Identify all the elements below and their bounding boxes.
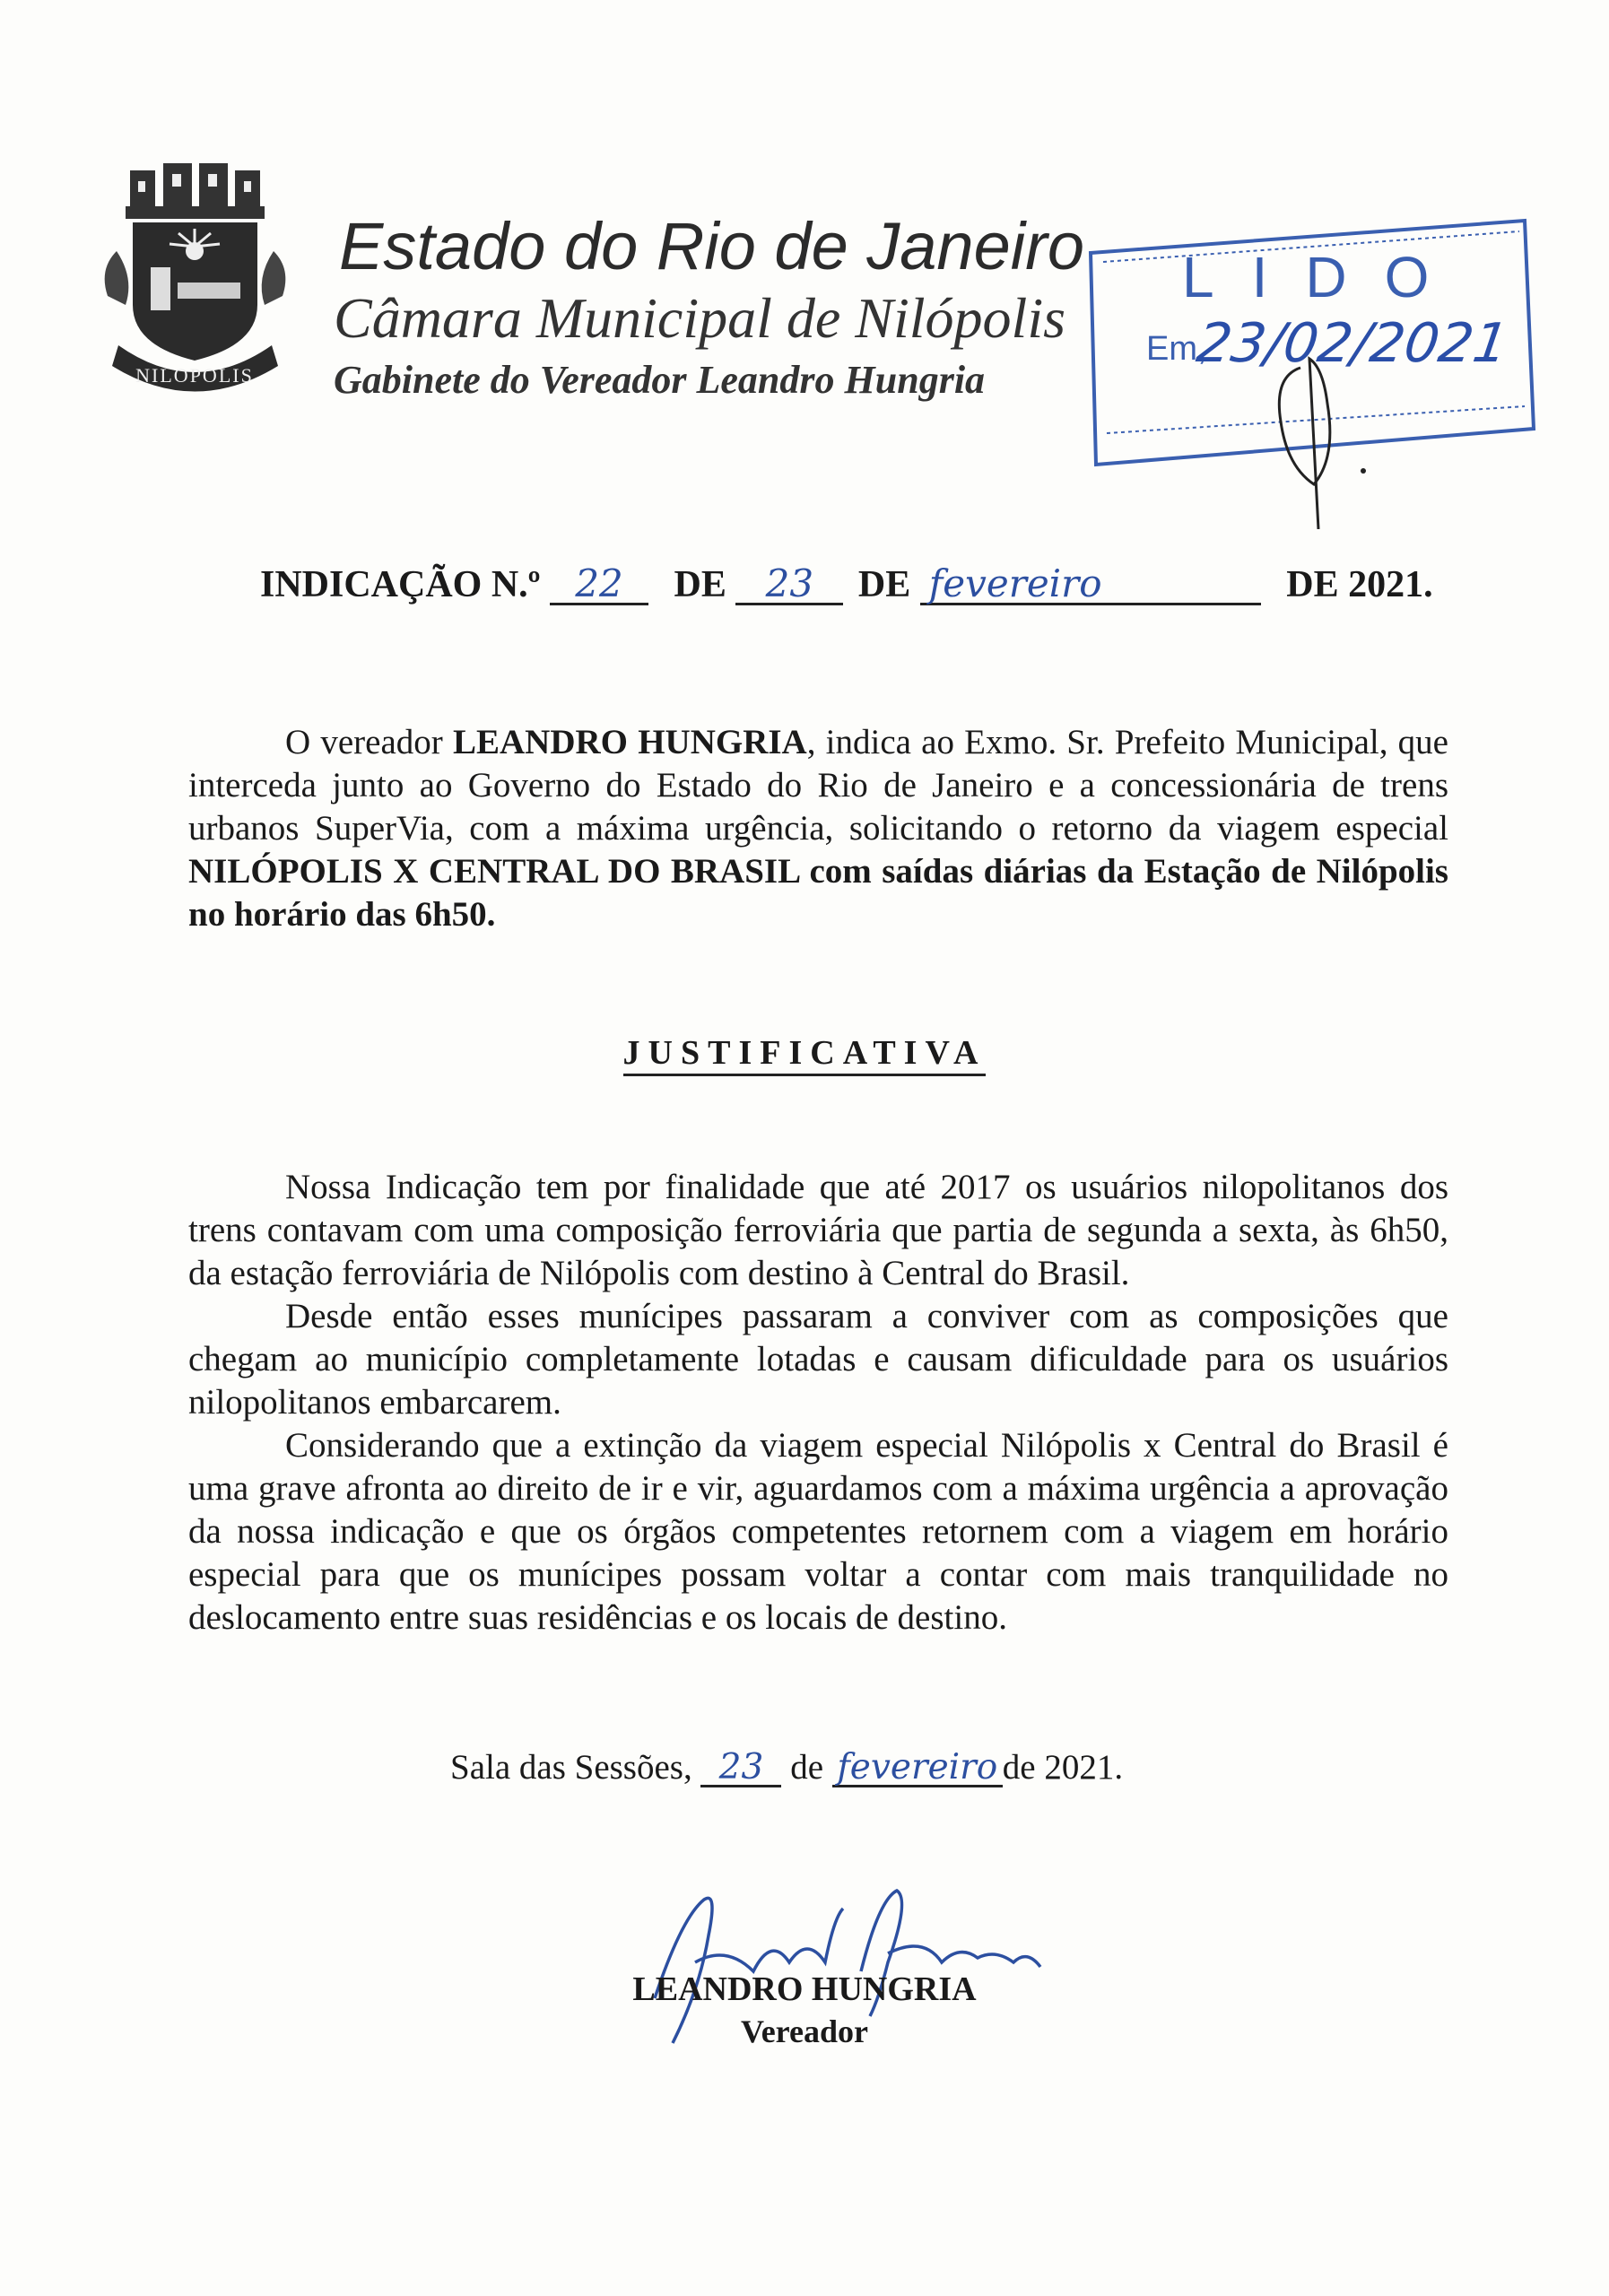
indication-paragraph: O vereador LEANDRO HUNGRIA, indica ao Exmo. Sr. Prefeito Municipal, que interceda junto ao Governo do Estado do Rio de Janeiro e a concessionária de trens urbanos SuperVia, com a máxima urgência, solicitando o retorno da viagem especial NILÓPOLIS X CENTRAL DO BRASIL com saídas diárias da Estação de Nilópolis no horário das 6h50. xyxy=(188,723,1448,934)
indicacao-year: DE 2021. xyxy=(1286,564,1433,605)
indication-highlight: NILÓPOLIS X CENTRAL DO BRASIL com saídas diárias da Estação de Nilópolis no horário das 6h50. xyxy=(188,852,1448,934)
justification-paragraph-1: Nossa Indicação tem por finalidade que até 2017 os usuários nilopolitanos dos trens contavam com uma composição ferroviária que partia de segunda a sexta, às 6h50, da estação ferroviária de Nilópolis com destino à Central do Brasil. xyxy=(188,1168,1448,1292)
indicacao-line xyxy=(260,563,1433,606)
chamber-title: Câmara Municipal de Nilópolis xyxy=(334,286,1065,350)
justification-paragraph-2: Desde então esses munícipes passaram a conviver com as composições que chegam ao município completamente lotadas e causam dificuldade para os usuários nilopolitanos embarcarem. xyxy=(188,1297,1448,1422)
municipal-crest-logo xyxy=(99,161,291,399)
justification-paragraph-3: Considerando que a extinção da viagem especial Nilópolis x Central do Brasil é uma grave afronta ao direito de ir e vir, aguardamos com a máxima urgência a aprovação da nossa indicação e que os órgãos competentes retornem com a viagem em horário especial para que os munícipes possam voltar a contar com mais tranquilidade no deslocamento entre suas residências e os locais de destino. xyxy=(188,1426,1448,1637)
indicacao-month: fevereiro xyxy=(920,565,1261,605)
councilor-name: LEANDRO HUNGRIA xyxy=(452,723,807,761)
justification-body xyxy=(188,1166,1448,1639)
session-day: 23 xyxy=(700,1750,781,1787)
session-month: fevereiro xyxy=(832,1750,1003,1787)
stamp-label: LIDO xyxy=(1182,245,1467,309)
indicacao-number: 22 xyxy=(550,565,648,605)
state-title: Estado do Rio de Janeiro xyxy=(339,209,1084,283)
indicacao-day: 23 xyxy=(735,565,843,605)
stamp-date: 23/02/2021 xyxy=(1193,312,1512,375)
stamp-em-prefix: Em, xyxy=(1146,330,1207,368)
indicacao-de2: DE xyxy=(857,564,911,605)
office-subtitle: Gabinete do Vereador Leandro Hungria xyxy=(334,358,986,402)
session-date-line: Sala das Sessões, 23 de fevereiro de 2021. xyxy=(450,1747,1124,1787)
indicacao-de1: DE xyxy=(674,564,726,605)
justificativa-heading: JUSTIFICATIVA xyxy=(0,1033,1609,1073)
signer-role: Vereador xyxy=(741,2013,868,2049)
signer-name: LEANDRO HUNGRIA xyxy=(632,1970,977,2008)
crest-motto: NILOPOLIS xyxy=(135,364,254,387)
stamp-initials-signature xyxy=(1238,350,1381,529)
indicacao-prefix: INDICAÇÃO N.º xyxy=(260,564,541,605)
